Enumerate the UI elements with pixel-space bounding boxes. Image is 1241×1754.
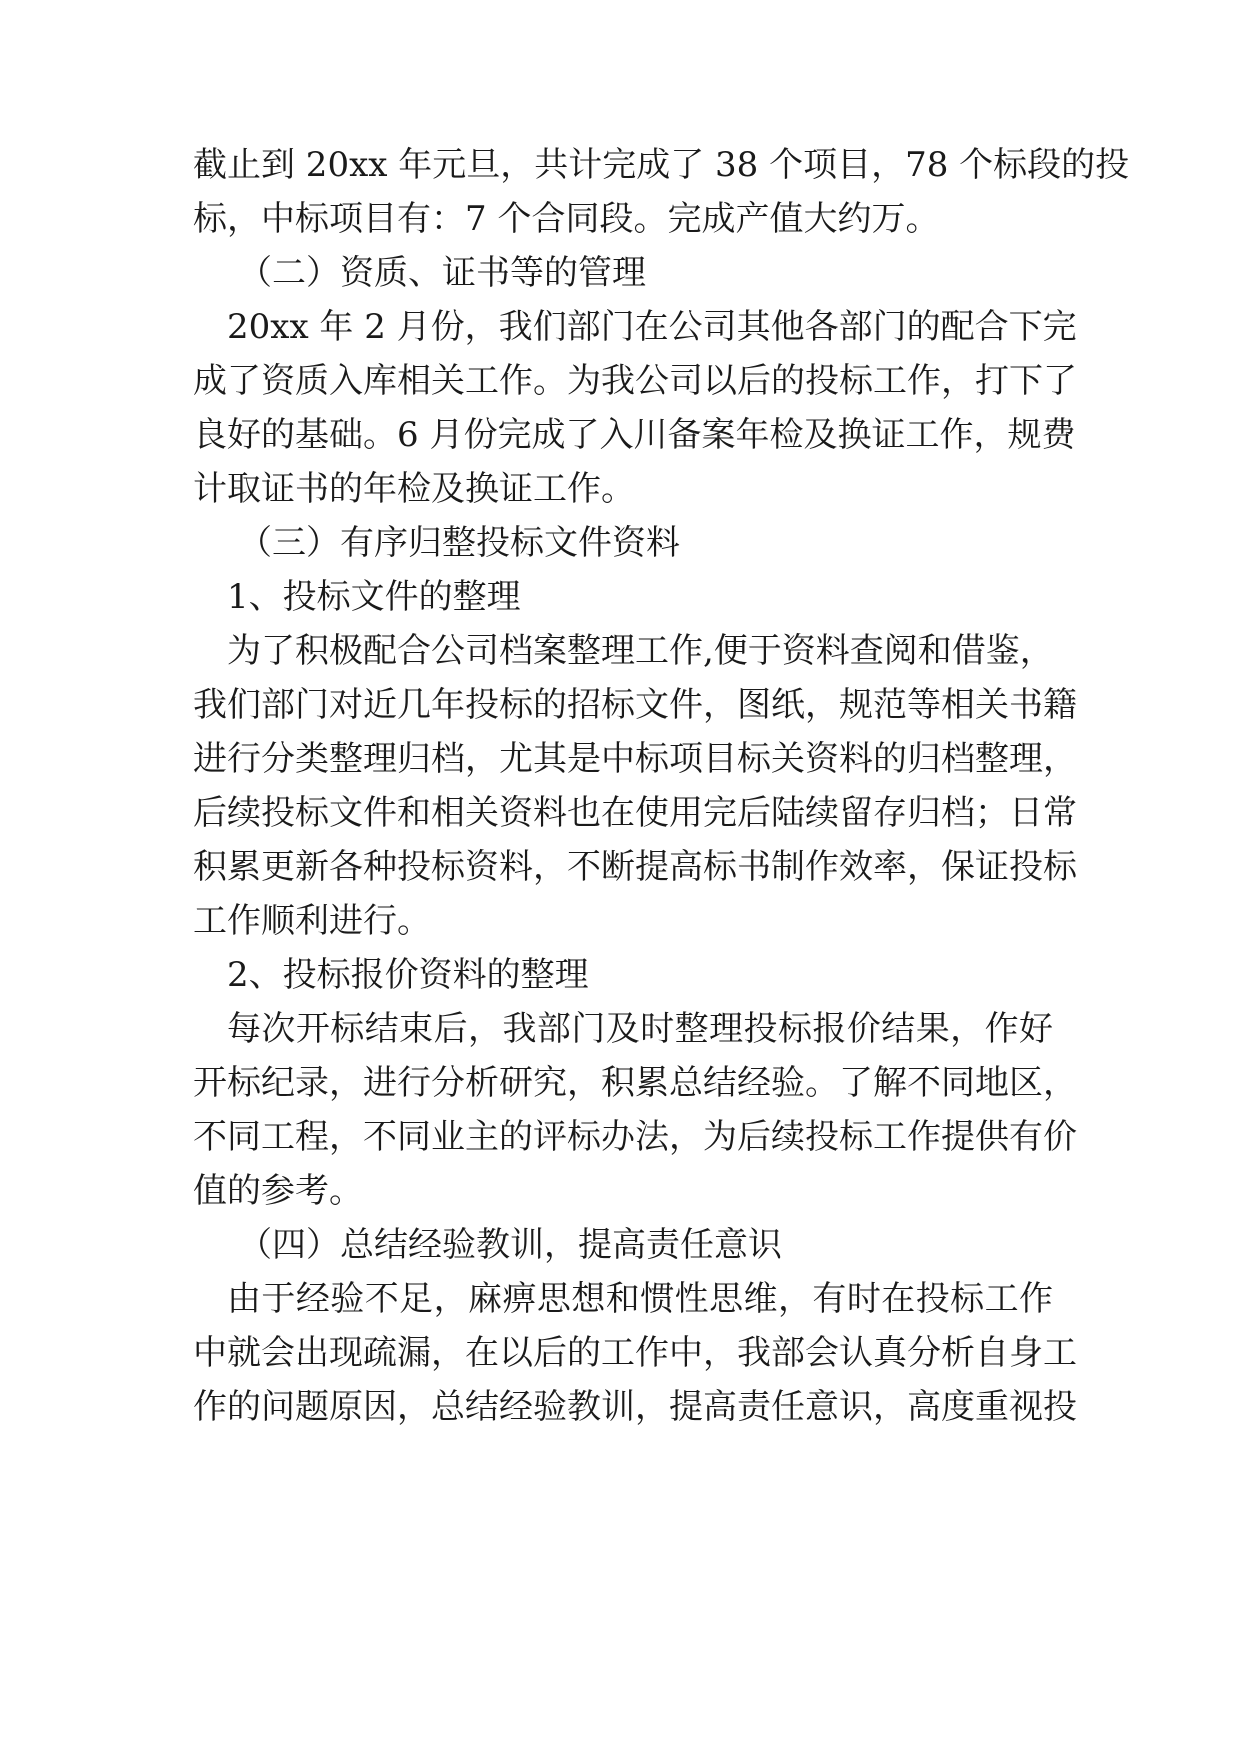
text-line: 良好的基础。6 月份完成了入川备案年检及换证工作，规费 bbox=[193, 415, 1076, 455]
text-line: 截止到 20xx 年元旦，共计完成了 38 个项目，78 个标段的投 bbox=[193, 145, 1130, 185]
text-line: 中就会出现疏漏，在以后的工作中，我部会认真分析自身工 bbox=[193, 1333, 1077, 1373]
text-line: 不同工程，不同业主的评标办法，为后续投标工作提供有价 bbox=[193, 1117, 1077, 1157]
text-line: 标，中标项目有：7 个合同段。完成产值大约万。 bbox=[193, 199, 940, 239]
text-line: 20xx 年 2 月份，我们部门在公司其他各部门的配合下完 bbox=[227, 307, 1077, 347]
section-heading: （三）有序归整投标文件资料 bbox=[238, 523, 680, 563]
text-line: 每次开标结束后，我部门及时整理投标报价结果，作好 bbox=[227, 1009, 1053, 1049]
text-line: 作的问题原因，总结经验教训，提高责任意识，高度重视投 bbox=[193, 1387, 1077, 1427]
text-line: 开标纪录，进行分析研究，积累总结经验。了解不同地区， bbox=[193, 1063, 1077, 1103]
section-heading: （四）总结经验教训，提高责任意识 bbox=[238, 1225, 782, 1265]
subsection-heading: 1、投标文件的整理 bbox=[227, 577, 521, 617]
text-line: 进行分类整理归档，尤其是中标项目标关资料的归档整理， bbox=[193, 739, 1077, 779]
text-line: 成了资质入库相关工作。为我公司以后的投标工作，打下了 bbox=[193, 361, 1077, 401]
text-line: 我们部门对近几年投标的招标文件，图纸，规范等相关书籍 bbox=[193, 685, 1077, 725]
section-heading: （二）资质、证书等的管理 bbox=[238, 253, 646, 293]
text-line: 后续投标文件和相关资料也在使用完后陆续留存归档；日常 bbox=[193, 793, 1077, 833]
text-line: 积累更新各种投标资料，不断提高标书制作效率，保证投标 bbox=[193, 847, 1077, 887]
text-line: 由于经验不足，麻痹思想和惯性思维，有时在投标工作 bbox=[227, 1279, 1053, 1319]
text-line: 值的参考。 bbox=[193, 1171, 363, 1211]
text-line: 工作顺利进行。 bbox=[193, 901, 431, 941]
text-line: 为了积极配合公司档案整理工作,便于资料查阅和借鉴， bbox=[227, 631, 1054, 671]
subsection-heading: 2、投标报价资料的整理 bbox=[227, 955, 589, 995]
text-line: 计取证书的年检及换证工作。 bbox=[193, 469, 635, 509]
